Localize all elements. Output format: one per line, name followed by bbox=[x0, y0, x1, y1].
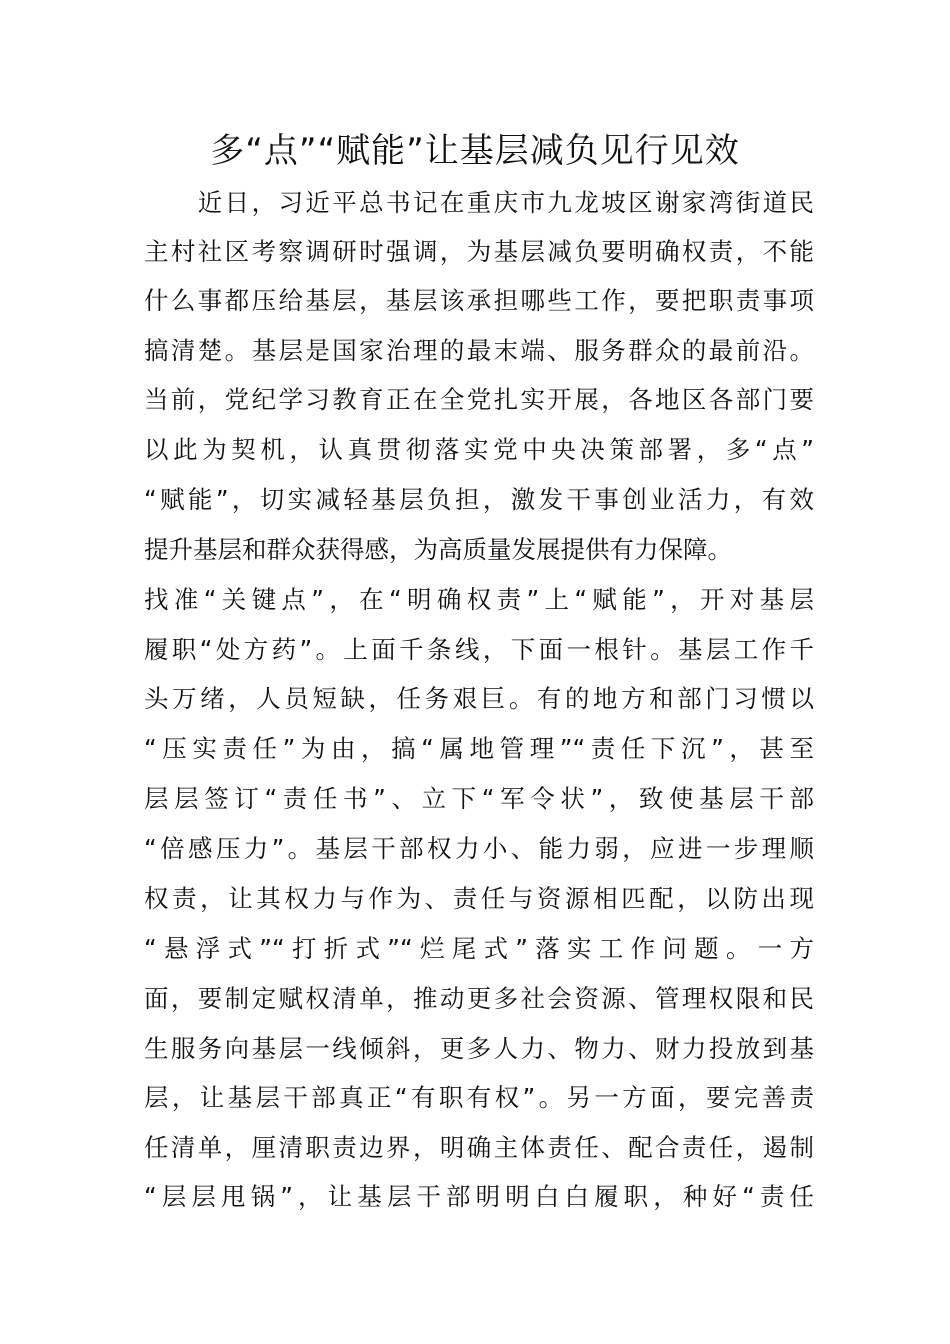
paragraph-line: “赋能”，切实减轻基层负担，激发干事创业活力，有效 bbox=[144, 485, 814, 514]
document-title: 多“点”“赋能”让基层减负见行见效 bbox=[210, 131, 740, 171]
paragraph-line: “压实责任”为由，搞“属地管理”“责任下沉”，甚至 bbox=[144, 734, 814, 763]
paragraph-line: 任清单，厘清职责边界，明确主体责任、配合责任，遏制 bbox=[144, 1133, 814, 1162]
paragraph-line: 履职“处方药”。上面千条线，下面一根针。基层工作千 bbox=[144, 635, 814, 664]
paragraph-line: 什么事都压给基层，基层该承担哪些工作，要把职责事项 bbox=[144, 286, 814, 315]
paragraph-line: 搞清楚。基层是国家治理的最末端、服务群众的最前沿。 bbox=[144, 336, 814, 365]
paragraph-line: 主村社区考察调研时强调，为基层减负要明确权责，不能 bbox=[144, 237, 814, 266]
paragraph-line: 找准“关键点”，在“明确权责”上“赋能”，开对基层 bbox=[144, 585, 814, 614]
paragraph-line: 面，要制定赋权清单，推动更多社会资源、管理权限和民 bbox=[144, 984, 814, 1013]
paragraph-line: 层层签订“责任书”、立下“军令状”，致使基层干部 bbox=[144, 784, 814, 813]
paragraph-line: 头万绪，人员短缺，任务艰巨。有的地方和部门习惯以 bbox=[144, 684, 814, 713]
paragraph-line: 以此为契机，认真贯彻落实党中央决策部署，多“点” bbox=[144, 435, 814, 464]
paragraph-line: 近日，习近平总书记在重庆市九龙坡区谢家湾街道民 bbox=[144, 188, 814, 217]
paragraph-line: 当前，党纪学习教育正在全党扎实开展，各地区各部门要 bbox=[144, 385, 814, 414]
paragraph-line: “层层甩锅”，让基层干部明明白白履职，种好“责任 bbox=[144, 1182, 814, 1211]
paragraph-line: 提升基层和群众获得感，为高质量发展提供有力保障。 bbox=[144, 535, 732, 564]
paragraph-line: 权责，让其权力与作为、责任与资源相匹配，以防出现 bbox=[144, 884, 814, 913]
paragraph-line: “倍感压力”。基层干部权力小、能力弱，应进一步理顺 bbox=[144, 834, 814, 863]
paragraph-line: 生服务向基层一线倾斜，更多人力、物力、财力投放到基 bbox=[144, 1034, 814, 1063]
paragraph-line: 层，让基层干部真正“有职有权”。另一方面，要完善责 bbox=[144, 1083, 814, 1112]
paragraph-line: “悬浮式”“打折式”“烂尾式”落实工作问题。一方 bbox=[144, 934, 814, 963]
